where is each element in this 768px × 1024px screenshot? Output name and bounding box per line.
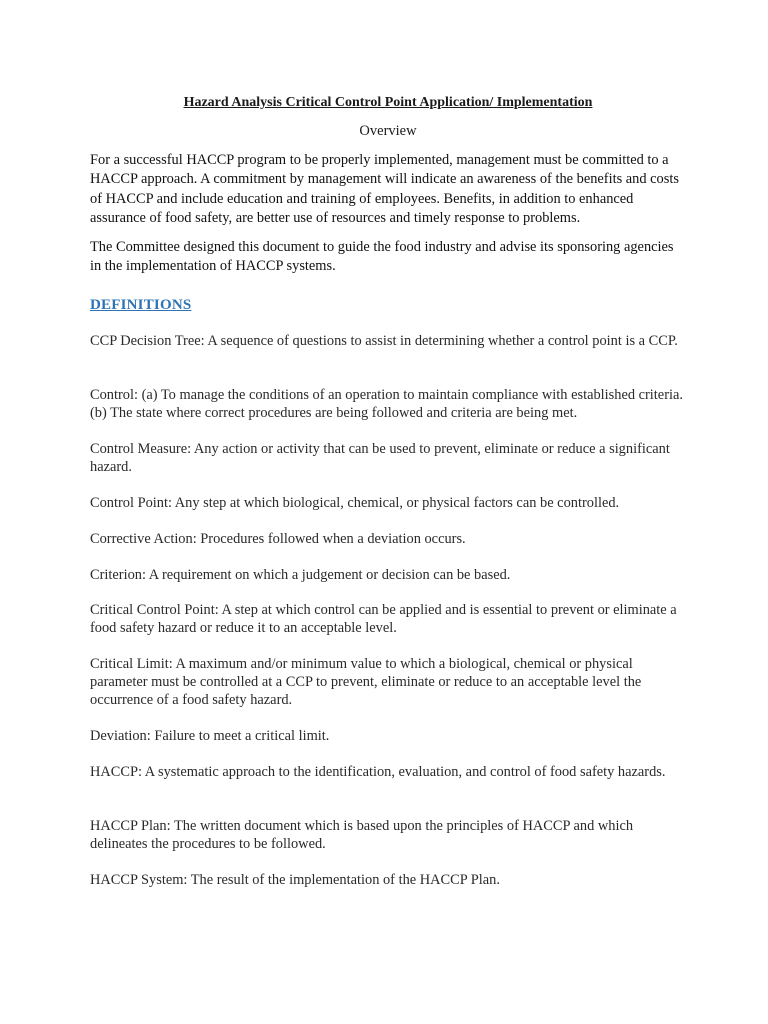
document-subtitle: Overview (359, 123, 417, 139)
definition-item: CCP Decision Tree: A sequence of questions to assist in determining whether a control point is a CCP. (90, 333, 678, 349)
definition-item: Corrective Action: Procedures followed when a deviation occurs. (90, 531, 466, 547)
definition-item: HACCP System: The result of the implementation of the HACCP Plan. (90, 872, 500, 888)
definition-item: Criterion: A requirement on which a judgement or decision can be based. (90, 567, 511, 583)
document-title: Hazard Analysis Critical Control Point Application/ Implementation (183, 95, 593, 110)
definitions-heading: DEFINITIONS (90, 297, 192, 313)
definition-item: HACCP: A systematic approach to the identification, evaluation, and control of food safety hazards. (90, 764, 666, 780)
intro-paragraph: For a successful HACCP program to be properly implemented, management must be committed to a HACCP approach. A commitment by management will indicate an awareness of the benefits and costs of HACCP and include education and training of employees. Benefits, in addition to enhanced assurance of food safety, are better use of resources and timely response to problems. (90, 152, 679, 227)
definition-item: HACCP Plan: The written document which is based upon the principles of HACCP and which delineates the procedures to be followed. (90, 818, 634, 852)
definition-item: Control Point: Any step at which biological, chemical, or physical factors can be controlled. (90, 495, 620, 511)
definition-item: Control Measure: Any action or activity that can be used to prevent, eliminate or reduce a significant hazard. (90, 441, 670, 475)
definition-item: Deviation: Failure to meet a critical limit. (90, 728, 330, 744)
definition-item: Critical Control Point: A step at which control can be applied and is essential to prevent or eliminate a food safety hazard or reduce it to an acceptable level. (90, 602, 677, 636)
definition-item: Control: (a) To manage the conditions of an operation to maintain compliance with established criteria. (b) The state where correct procedures are being followed and criteria are being met. (90, 387, 683, 421)
definition-item: Critical Limit: A maximum and/or minimum value to which a biological, chemical or physical parameter must be controlled at a CCP to prevent, eliminate or reduce to an acceptable level the occurrence of a food safety hazard. (90, 656, 642, 708)
intro-paragraph: The Committee designed this document to guide the food industry and advise its sponsoring agencies in the implementation of HACCP systems. (90, 239, 674, 275)
